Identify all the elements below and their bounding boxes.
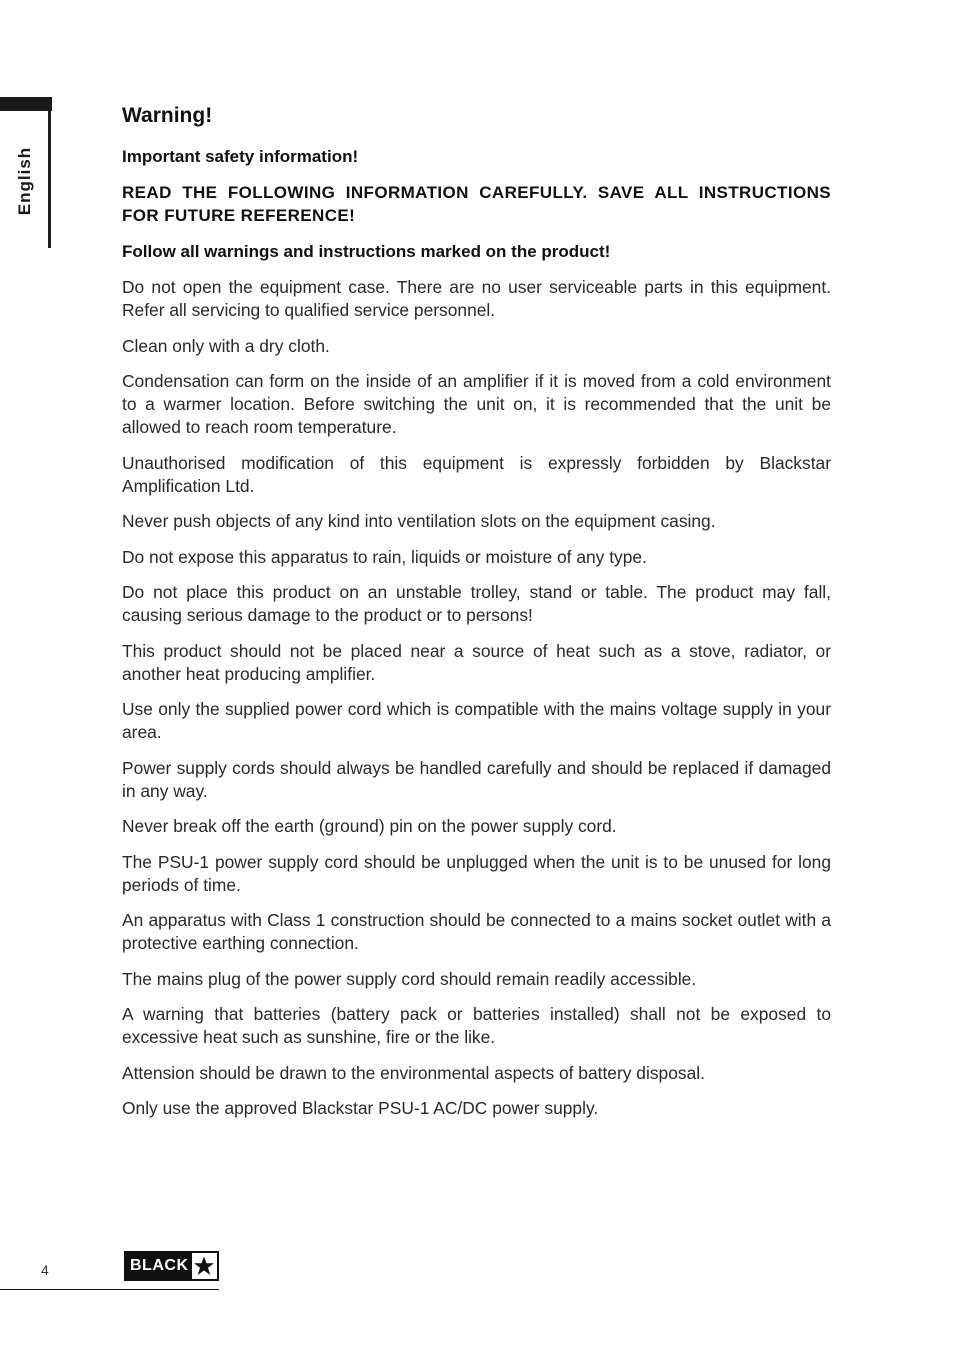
warning-paragraph: An apparatus with Class 1 construction should be connected to a mains socket outlet with a protective earthing connection. xyxy=(122,910,831,953)
follow-warnings-notice: Follow all warnings and instructions marked on the product! xyxy=(122,242,611,261)
warning-paragraph: Condensation can form on the inside of an amplifier if it is moved from a cold environment to a warmer location. Before switching the unit on, it is recommended that the unit be allowed to reach room temperature. xyxy=(122,371,831,437)
language-tab-rule xyxy=(48,97,51,248)
warning-paragraph: The mains plug of the power supply cord should remain readily accessible. xyxy=(122,968,697,989)
logo-wordmark: BLACK xyxy=(126,1253,192,1279)
warning-paragraph: Do not place this product on an unstable trolley, stand or table. The product may fall, causing serious damage to the product or to persons! xyxy=(122,582,831,625)
warning-paragraph: Power supply cords should always be handled carefully and should be replaced if damaged in any way. xyxy=(122,757,831,801)
language-tab-bar xyxy=(0,97,52,111)
warning-paragraph: Do not expose this apparatus to rain, liquids or moisture of any type. xyxy=(122,546,647,567)
warning-paragraph: Unauthorised modification of this equipment is expressly forbidden by Blackstar Amplification Ltd. xyxy=(122,452,831,496)
footer-rule xyxy=(0,1289,219,1290)
warning-paragraph: Do not open the equipment case. There are no user serviceable parts in this equipment. Refer all servicing to qualified service personnel. xyxy=(122,277,831,320)
warning-paragraph: Use only the supplied power cord which is compatible with the mains voltage supply in your area. xyxy=(122,699,831,742)
safety-info-subheading: Important safety information! xyxy=(122,147,359,166)
warning-paragraph: The PSU-1 power supply cord should be unplugged when the unit is to be unused for long periods of time. xyxy=(122,851,831,895)
warning-paragraph: A warning that batteries (battery pack or batteries installed) shall not be exposed to excessive heat such as sunshine, fire or the like. xyxy=(122,1004,831,1047)
warning-paragraph: Only use the approved Blackstar PSU-1 AC/DC power supply. xyxy=(122,1098,599,1118)
warning-paragraph: This product should not be placed near a source of heat such as a stove, radiator, or another heat producing amplifier. xyxy=(122,640,831,684)
warning-paragraph-list xyxy=(122,276,831,1120)
page-number: 4 xyxy=(41,1262,49,1278)
blackstar-logo xyxy=(124,1251,219,1281)
page-title: Warning! xyxy=(122,104,213,127)
star-icon xyxy=(192,1255,218,1277)
warning-paragraph: Never push objects of any kind into ventilation slots on the equipment casing. xyxy=(122,511,716,531)
language-tab-label: English xyxy=(15,146,34,216)
warning-paragraph: Attension should be drawn to the environmental aspects of battery disposal. xyxy=(122,1062,705,1083)
warning-section xyxy=(122,101,831,1133)
read-carefully-notice: READ THE FOLLOWING INFORMATION CAREFULLY. SAVE ALL INSTRUCTIONS FOR FUTURE REFERENCE! xyxy=(122,183,831,225)
warning-paragraph: Clean only with a dry cloth. xyxy=(122,335,330,356)
warning-paragraph: Never break off the earth (ground) pin on the power supply cord. xyxy=(122,816,617,836)
